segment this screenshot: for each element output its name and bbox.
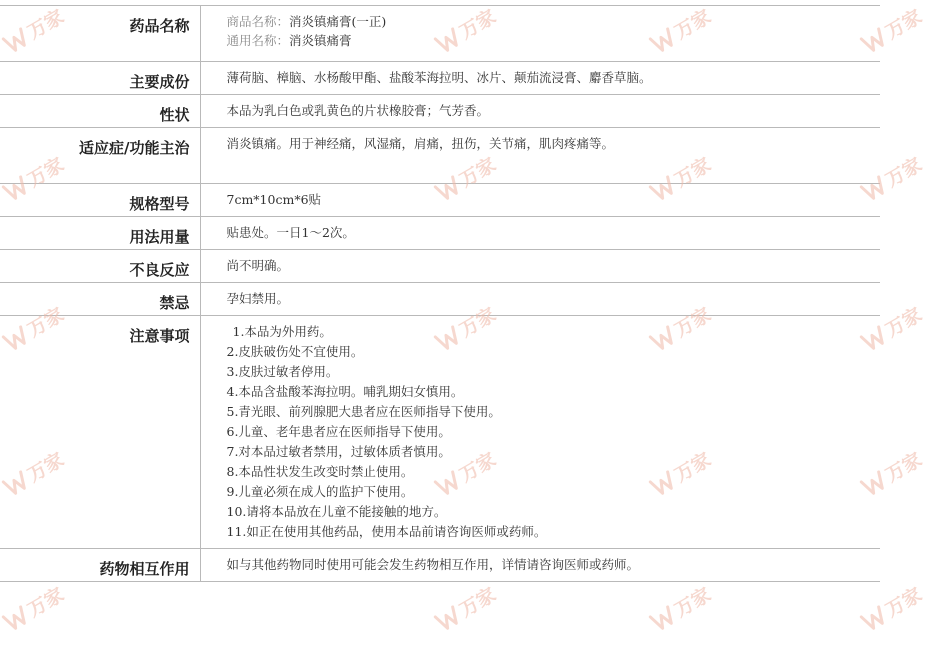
- generic-name: 消炎镇痛膏: [289, 33, 352, 48]
- value-precautions: [200, 316, 880, 549]
- svg-text:万家: 万家: [881, 303, 926, 342]
- precaution-item: 2.皮肤破伤处不宜使用。: [226, 344, 364, 359]
- svg-text:万家: 万家: [23, 583, 68, 622]
- drug-spec-table: [0, 5, 880, 582]
- row-dosage: [0, 217, 880, 250]
- svg-text:万家: 万家: [455, 303, 500, 342]
- row-adverse-reactions: [0, 250, 880, 283]
- generic-name-line: [227, 31, 871, 50]
- row-contraindications: [0, 283, 880, 316]
- label-adverse-reactions: 不良反应: [0, 250, 200, 283]
- value-adverse-reactions: 尚不明确。: [200, 250, 880, 283]
- label-interactions: 药物相互作用: [0, 549, 200, 582]
- svg-text:万家: 万家: [670, 153, 715, 192]
- watermark-logo: [0, 573, 78, 637]
- label-specification: 规格型号: [0, 184, 200, 217]
- precaution-item: 4.本品含盐酸苯海拉明。哺乳期妇女慎用。: [226, 384, 464, 399]
- row-ingredients: [0, 62, 880, 95]
- precaution-item: 6.儿童、老年患者应在医师指导下使用。: [226, 424, 451, 439]
- precaution-item: 10.请将本品放在儿童不能接触的地方。: [226, 504, 447, 519]
- svg-text:万家: 万家: [881, 583, 926, 622]
- label-precautions: 注意事项: [0, 316, 200, 549]
- svg-text:万家: 万家: [23, 153, 68, 192]
- svg-text:万家: 万家: [23, 448, 68, 487]
- precaution-item: 8.本品性状发生改变时禁止使用。: [226, 464, 414, 479]
- label-ingredients: 主要成份: [0, 62, 200, 95]
- value-contraindications: 孕妇禁用。: [200, 283, 880, 316]
- value-appearance: 本品为乳白色或乳黄色的片状橡胶膏；气芳香。: [200, 95, 880, 128]
- value-indications: 消炎镇痛。用于神经痛，风湿痛，肩痛，扭伤，关节痛，肌肉疼痛等。: [200, 128, 880, 184]
- svg-text:万家: 万家: [455, 153, 500, 192]
- generic-name-prefix: 通用名称：: [226, 33, 290, 48]
- row-precautions: [0, 316, 880, 549]
- trade-name-line: [227, 12, 871, 31]
- precaution-item: 5.青光眼、前列腺肥大患者应在医师指导下使用。: [226, 404, 501, 419]
- precaution-item: 1.本品为外用药。: [232, 324, 332, 339]
- row-appearance: [0, 95, 880, 128]
- svg-text:万家: 万家: [881, 448, 926, 487]
- precaution-item: 11.如正在使用其他药品，使用本品前请咨询医师或药师。: [226, 524, 547, 539]
- value-specification: 7cm*10cm*6贴: [200, 184, 880, 217]
- svg-text:万家: 万家: [670, 303, 715, 342]
- svg-text:万家: 万家: [23, 303, 68, 342]
- svg-text:万家: 万家: [881, 153, 926, 192]
- precaution-item: 7.对本品过敏者禁用，过敏体质者慎用。: [226, 444, 451, 459]
- row-specification: [0, 184, 880, 217]
- value-drug-name: [200, 6, 880, 62]
- value-dosage: 贴患处。一日1～2次。: [200, 217, 880, 250]
- svg-text:万家: 万家: [881, 5, 926, 44]
- drug-instruction-sheet: [0, 5, 880, 582]
- value-interactions: 如与其他药物同时使用可能会发生药物相互作用，详情请咨询医师或药师。: [200, 549, 880, 582]
- svg-text:万家: 万家: [670, 583, 715, 622]
- value-ingredients: 薄荷脑、樟脑、水杨酸甲酯、盐酸苯海拉明、冰片、颠茄流浸膏、麝香草脑。: [200, 62, 880, 95]
- svg-text:万家: 万家: [455, 583, 500, 622]
- trade-name-prefix: 商品名称：: [226, 14, 290, 29]
- svg-text:万家: 万家: [670, 5, 715, 44]
- svg-text:万家: 万家: [670, 448, 715, 487]
- watermark-logo: [430, 573, 511, 637]
- row-indications: [0, 128, 880, 184]
- watermark-logo: [645, 573, 726, 637]
- precaution-item: 9.儿童必须在成人的监护下使用。: [226, 484, 414, 499]
- svg-text:万家: 万家: [455, 448, 500, 487]
- label-indications: 适应症/功能主治: [0, 128, 200, 184]
- trade-name: 消炎镇痛膏(一正): [289, 14, 387, 29]
- label-drug-name: 药品名称: [0, 6, 200, 62]
- row-drug-name: [0, 6, 880, 62]
- label-contraindications: 禁忌: [0, 283, 200, 316]
- label-dosage: 用法用量: [0, 217, 200, 250]
- watermark-logo: [856, 573, 937, 637]
- precaution-item: 3.皮肤过敏者停用。: [226, 364, 339, 379]
- svg-text:万家: 万家: [455, 5, 500, 44]
- label-appearance: 性状: [0, 95, 200, 128]
- row-interactions: [0, 549, 880, 582]
- precautions-list: [227, 322, 871, 542]
- svg-text:万家: 万家: [23, 5, 68, 44]
